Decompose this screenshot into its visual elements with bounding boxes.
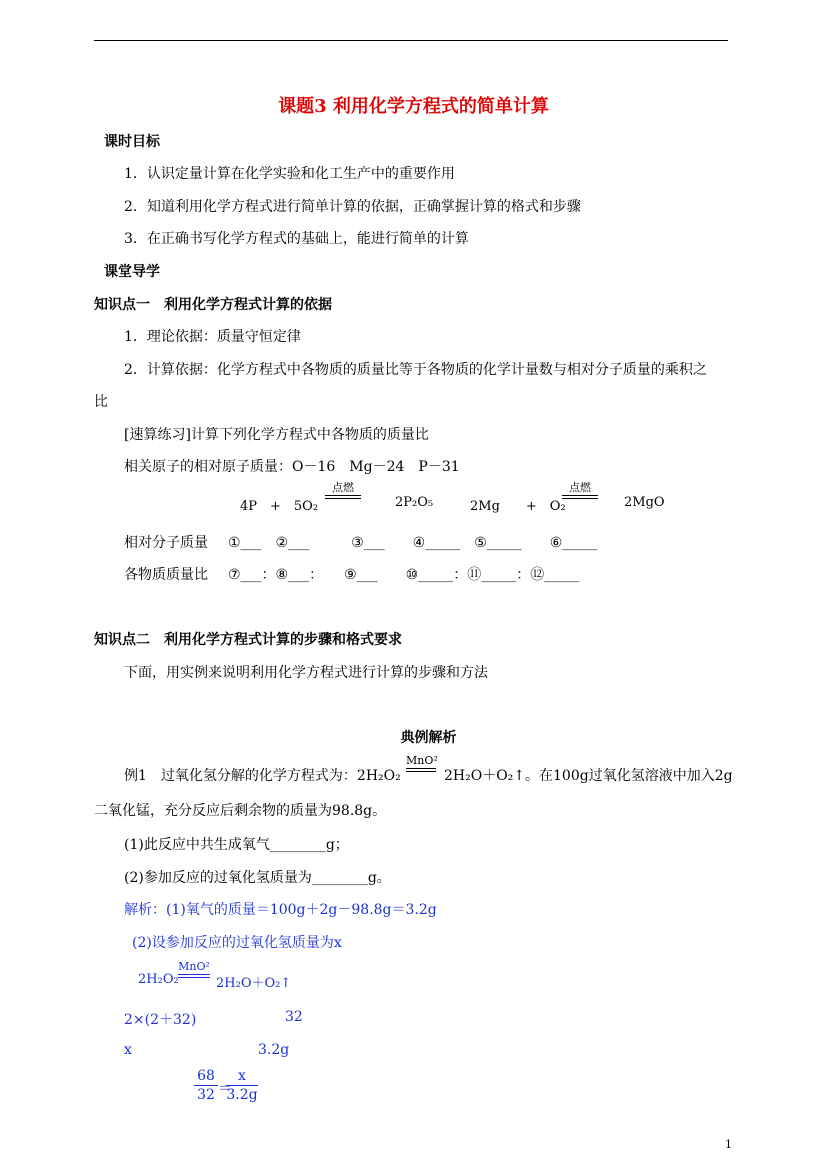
practice-intro: [速算练习]计算下列化学方程式中各物质的质量比 [124, 427, 429, 443]
knowledge-1-heading: 知识点一 利用化学方程式计算的依据 [94, 297, 332, 313]
condition-catalyst: MnO² [178, 960, 210, 973]
question-2: (2)参加反应的过氧化氢质量为________g。 [124, 870, 391, 886]
solution-equation-left: 2H₂O₂ [138, 972, 179, 987]
atomic-masses: 相关原子的相对原子质量：O－16 Mg－24 P－31 [124, 459, 460, 475]
calc-mass-left: x [124, 1042, 132, 1058]
equation-1-left: 4P + 5O₂ [240, 499, 319, 514]
objective-item: 1．认识定量计算在化学实验和化工生产中的重要作用 [124, 166, 455, 182]
question-1: (1)此反应中共生成氧气________g； [124, 837, 349, 853]
calc-molar-left: 2×(2＋32) [124, 1012, 197, 1028]
example-1-pre: 例1 过氧化氢分解的化学方程式为：2H₂O₂ [124, 768, 401, 784]
page-title: 课题3 利用化学方程式的简单计算 [278, 96, 549, 117]
fraction-denominator: 32 [197, 1087, 215, 1103]
equation-1-right: 2P₂O₅ [395, 495, 434, 510]
objective-item: 2．知道利用化学方程式进行简单计算的依据，正确掌握计算的格式和步骤 [124, 199, 581, 215]
condition-ignite: 点燃 [569, 481, 591, 494]
molar-mass-label: 相对分子质量 [124, 535, 208, 551]
fraction-numerator: x [238, 1068, 246, 1084]
fraction-numerator: 68 [197, 1068, 215, 1084]
calc-mass-right: 3.2g [258, 1042, 290, 1058]
equation-2-left: 2Mg + O₂ [470, 499, 566, 514]
equation-2-arrow [562, 482, 598, 499]
proportion-equals: ＝ [218, 1081, 232, 1097]
molar-mass-blanks: ①___ ②___ ③___ ④_____ ⑤_____ ⑥_____ [228, 535, 598, 551]
page-number: 1 [725, 1138, 732, 1151]
guide-heading: 课堂导学 [104, 264, 160, 280]
answer-1: 解析：(1)氧气的质量＝100g＋2g－98.8g＝3.2g [124, 902, 437, 918]
solution-equation-right: 2H₂O＋O₂↑ [216, 976, 292, 991]
example-heading: 典例解析 [400, 730, 457, 746]
fraction-denominator: 3.2g [226, 1087, 258, 1103]
equation-2-right: 2MgO [624, 495, 665, 510]
knowledge-2-heading: 知识点二 利用化学方程式计算的步骤和格式要求 [94, 632, 402, 648]
knowledge-2-intro: 下面，用实例来说明利用化学方程式进行计算的步骤和方法 [124, 665, 488, 681]
example-1-line-2: 二氧化锰，充分反应后剩余物的质量为98.8g。 [94, 803, 387, 819]
solution-equation-arrow [178, 961, 210, 978]
mass-ratio-blanks: ⑦___：⑧___： ⑨___ ⑩_____：⑪_____：⑫_____ [228, 567, 580, 583]
basis-calc: 2．计算依据：化学方程式中各物质的质量比等于各物质的化学计量数与相对分子质量的乘积之 [124, 362, 707, 378]
calc-molar-right: 32 [285, 1009, 303, 1025]
basis-calc-cont: 比 [94, 394, 108, 410]
proportion-fraction-right [226, 1068, 258, 1103]
header-rule [94, 40, 728, 41]
equation-1-arrow [325, 482, 361, 499]
basis-theory: 1．理论依据：质量守恒定律 [124, 329, 301, 345]
mass-ratio-label: 各物质质量比 [124, 567, 208, 583]
answer-2: (2)设参加反应的过氧化氢质量为x [132, 935, 342, 951]
objective-item: 3．在正确书写化学方程式的基础上，能进行简单的计算 [124, 231, 469, 247]
example-1-post: 2H₂O＋O₂↑。在100g过氧化氢溶液中加入2g [444, 768, 733, 784]
condition-catalyst: MnO² [406, 754, 438, 767]
condition-ignite: 点燃 [332, 481, 354, 494]
example-1-arrow [406, 755, 436, 772]
proportion-fraction-left [194, 1068, 218, 1103]
objectives-heading: 课时目标 [104, 134, 160, 150]
